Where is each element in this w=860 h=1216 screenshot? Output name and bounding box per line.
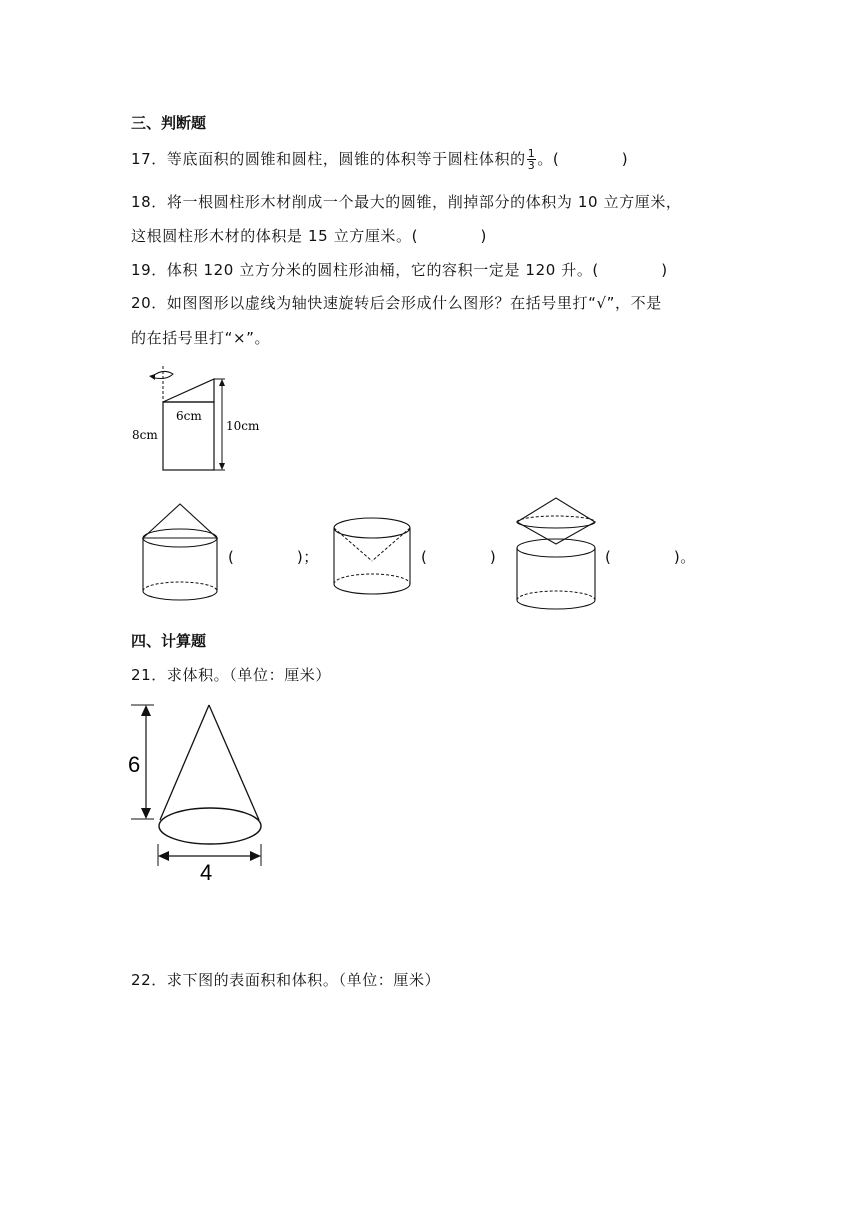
option-c-double-cone-cylinder (510, 494, 602, 614)
rotation-figure (125, 362, 285, 482)
question-22: 22．求下图的表面积和体积。（单位：厘米） (131, 971, 441, 989)
question-18-line2: 这根圆柱形木材的体积是 15 立方厘米。( ) (131, 227, 487, 245)
rotation-arrowhead-icon (149, 374, 155, 380)
cone-diameter-label: 4 (200, 860, 213, 885)
cone-height-arrow-bottom-icon (141, 808, 151, 819)
question-17-answer-blank: 。( ) (537, 150, 629, 168)
option-b-answer-blank: ( ) (421, 548, 497, 566)
left-height-label: 8cm (132, 428, 158, 442)
option-b-cylinder-cone-hollow (326, 510, 418, 600)
cone-base (159, 808, 261, 844)
dimension-arrowhead-bottom-icon (219, 463, 225, 470)
fraction-numerator: 1 (527, 147, 536, 160)
cone-diameter-arrow-right-icon (250, 851, 261, 861)
triangle-top (163, 379, 214, 402)
question-19: 19．体积 120 立方分米的圆柱形油桶，它的容积一定是 120 升。( ) (131, 261, 668, 279)
section-title-calculation: 四、计算题 (131, 632, 207, 650)
fraction-denominator: 3 (527, 159, 536, 172)
cone-height-arrow-top-icon (141, 705, 151, 716)
option-a-cone-on-cylinder (135, 498, 227, 606)
section-title-judgment: 三、判断题 (131, 114, 207, 132)
question-17 (131, 148, 628, 171)
width-label: 6cm (176, 409, 202, 423)
right-height-label: 10cm (226, 419, 260, 433)
question-20-line2: 的在括号里打“×”。 (131, 329, 271, 347)
option-c-answer-blank: ( )。 (605, 548, 696, 566)
question-20-line1: 20．如图图形以虚线为轴快速旋转后会形成什么图形？在括号里打“√”，不是 (131, 294, 662, 312)
option-a-answer-blank: ( )； (228, 548, 319, 566)
dimension-arrowhead-top-icon (219, 379, 225, 386)
cone-diameter-arrow-left-icon (158, 851, 169, 861)
question-17-text: 17．等底面积的圆锥和圆柱，圆锥的体积等于圆柱体积的 (131, 150, 526, 168)
cone-height-label: 6 (128, 752, 141, 777)
question-21: 21．求体积。（单位：厘米） (131, 666, 331, 684)
fraction-one-third (527, 148, 537, 171)
question-18-line1: 18．将一根圆柱形木材削成一个最大的圆锥，削掉部分的体积为 10 立方厘米， (131, 193, 682, 211)
cone-figure (122, 696, 272, 886)
